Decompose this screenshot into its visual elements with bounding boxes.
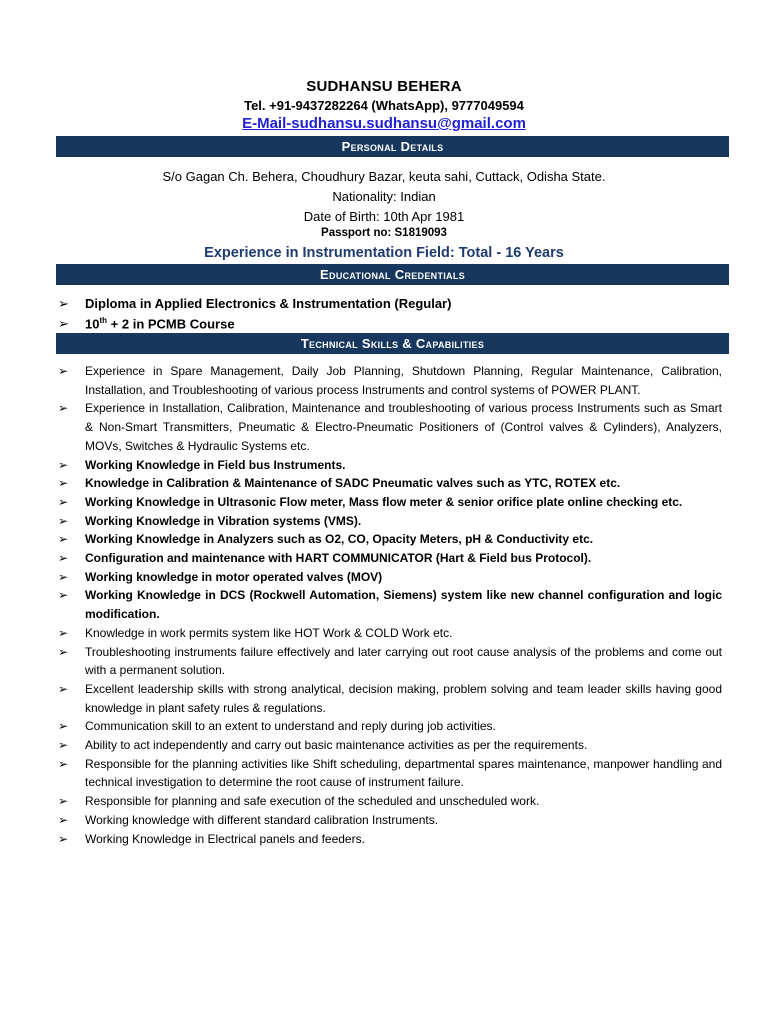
arrow-bullet-icon: ➢ [58, 551, 69, 566]
skill-text: Responsible for the planning activities like Shift scheduling, departmental spares maintenance, manpower handling and technical investigation to determine the root cause of instrument failure. [85, 756, 722, 790]
arrow-bullet-icon: ➢ [58, 494, 69, 509]
arrow-bullet-icon: ➢ [58, 644, 69, 659]
skill-text: Excellent leadership skills with strong analytical, decision making, problem solving and team leader skills having good knowledge in plant safety rules & regulations. [85, 681, 722, 715]
education-item-text: + 2 in PCMB Course [110, 316, 235, 332]
skill-item [58, 512, 722, 531]
skill-item [58, 792, 722, 811]
education-heading: Educational Credentials [56, 264, 729, 285]
education-item-prefix: 10 [85, 316, 100, 332]
skill-text: Working Knowledge in Analyzers such as O2, CO, Opacity Meters, pH & Conductivity etc. [85, 532, 594, 547]
arrow-bullet-icon: ➢ [58, 401, 69, 416]
skill-item [58, 830, 722, 849]
skill-text: Experience in Installation, Calibration, Maintenance and troubleshooting of various process Instruments such as Smart & Non-Smart Transmitters, Pneumatic & Electro-Pneumatic Positioners of (Control valves & Cylinders), Analyzers, MOVs, Switches & Hydraulic Systems etc. [85, 401, 722, 453]
passport-label: Passport no: [321, 227, 395, 239]
address-line: S/o Gagan Ch. Behera, Choudhury Bazar, keuta sahi, Cuttack, Odisha State. [162, 169, 606, 184]
arrow-bullet-icon: ➢ [58, 457, 69, 472]
skill-item [58, 399, 722, 455]
skill-item [58, 456, 722, 475]
skill-item [58, 530, 722, 549]
education-item-text: Diploma in Applied Electronics & Instrumentation (Regular) [85, 296, 452, 311]
skill-text: Knowledge in Calibration & Maintenance of SADC Pneumatic valves such as YTC, ROTEX etc. [85, 476, 621, 491]
arrow-bullet-icon: ➢ [58, 756, 69, 771]
skill-item [58, 717, 722, 736]
arrow-bullet-icon: ➢ [58, 588, 69, 603]
passport-line [0, 227, 768, 239]
arrow-bullet-icon: ➢ [58, 364, 69, 378]
skill-text: Experience in Spare Management, Daily Job Planning, Shutdown Planning, Regular Maintenance, Calibration, Installation, and Troubleshooting of various process Instruments and control systems of POWER PLANT. [85, 364, 722, 397]
skill-item [58, 362, 722, 399]
skill-item [58, 811, 722, 830]
dob-line: Date of Birth: 10th Apr 1981 [303, 209, 465, 224]
skill-item [58, 680, 722, 717]
skill-item [58, 568, 722, 587]
education-item [58, 296, 451, 312]
skill-text: Responsible for planning and safe execution of the scheduled and unscheduled work. [85, 794, 540, 809]
arrow-bullet-icon: ➢ [58, 532, 69, 547]
skill-text: Troubleshooting instruments failure effectively and later carrying out root cause analysis of the problems and come out with a permanent solution. [85, 644, 722, 678]
arrow-bullet-icon: ➢ [58, 296, 69, 311]
skill-item [58, 624, 722, 643]
candidate-name: SUDHANSU BEHERA [306, 78, 462, 95]
skill-text: Working Knowledge in Field bus Instruments. [85, 457, 346, 472]
arrow-bullet-icon: ➢ [58, 719, 69, 734]
skill-item [58, 549, 722, 568]
skill-item [58, 643, 722, 680]
arrow-bullet-icon: ➢ [58, 513, 69, 528]
skill-item [58, 493, 722, 512]
skill-text: Knowledge in work permits system like HOT Work & COLD Work etc. [85, 625, 453, 640]
arrow-bullet-icon: ➢ [58, 794, 69, 809]
arrow-bullet-icon: ➢ [58, 738, 69, 753]
phone-numbers: Tel. +91-9437282264 (WhatsApp), 9777049594 [244, 98, 524, 113]
nationality-line: Nationality: Indian [332, 189, 436, 204]
arrow-bullet-icon: ➢ [58, 681, 69, 696]
skill-item [58, 736, 722, 755]
arrow-bullet-icon: ➢ [58, 812, 69, 827]
skills-heading: Technical Skills & Capabilities [56, 333, 729, 354]
skill-item [58, 586, 722, 623]
arrow-bullet-icon: ➢ [58, 476, 69, 491]
skill-text: Ability to act independently and carry out basic maintenance activities as per the requirements. [85, 738, 588, 753]
arrow-bullet-icon: ➢ [58, 569, 69, 584]
skill-text: Working Knowledge in Vibration systems (VMS). [85, 513, 362, 528]
skill-text: Working Knowledge in DCS (Rockwell Automation, Siemens) system like new channel configuration and logic modification. [85, 588, 722, 622]
skill-item [58, 474, 722, 493]
experience-summary: Experience in Instrumentation Field: Total - 16 Years [204, 245, 564, 261]
skill-text: Working Knowledge in Electrical panels and feeders. [85, 831, 365, 846]
education-item-sup: th [99, 316, 108, 325]
skill-text: Working Knowledge in Ultrasonic Flow meter, Mass flow meter & senior orifice plate online checking etc. [85, 494, 683, 509]
passport-number: S1819093 [394, 227, 447, 239]
arrow-bullet-icon: ➢ [58, 316, 69, 332]
skill-text: Communication skill to an extent to understand and reply during job activities. [85, 719, 496, 734]
skill-item [58, 755, 722, 792]
arrow-bullet-icon: ➢ [58, 831, 69, 846]
email-link[interactable]: E-Mail-sudhansu.sudhansu@gmail.com [242, 115, 526, 132]
personal-details-heading: Personal Details [56, 136, 729, 157]
skill-text: Configuration and maintenance with HART COMMUNICATOR (Hart & Field bus Protocol). [85, 551, 592, 566]
arrow-bullet-icon: ➢ [58, 625, 69, 640]
skill-text: Working knowledge in motor operated valves (MOV) [85, 569, 383, 584]
education-item [58, 316, 235, 332]
skill-text: Working knowledge with different standard calibration Instruments. [85, 812, 439, 827]
skills-list [58, 362, 722, 848]
